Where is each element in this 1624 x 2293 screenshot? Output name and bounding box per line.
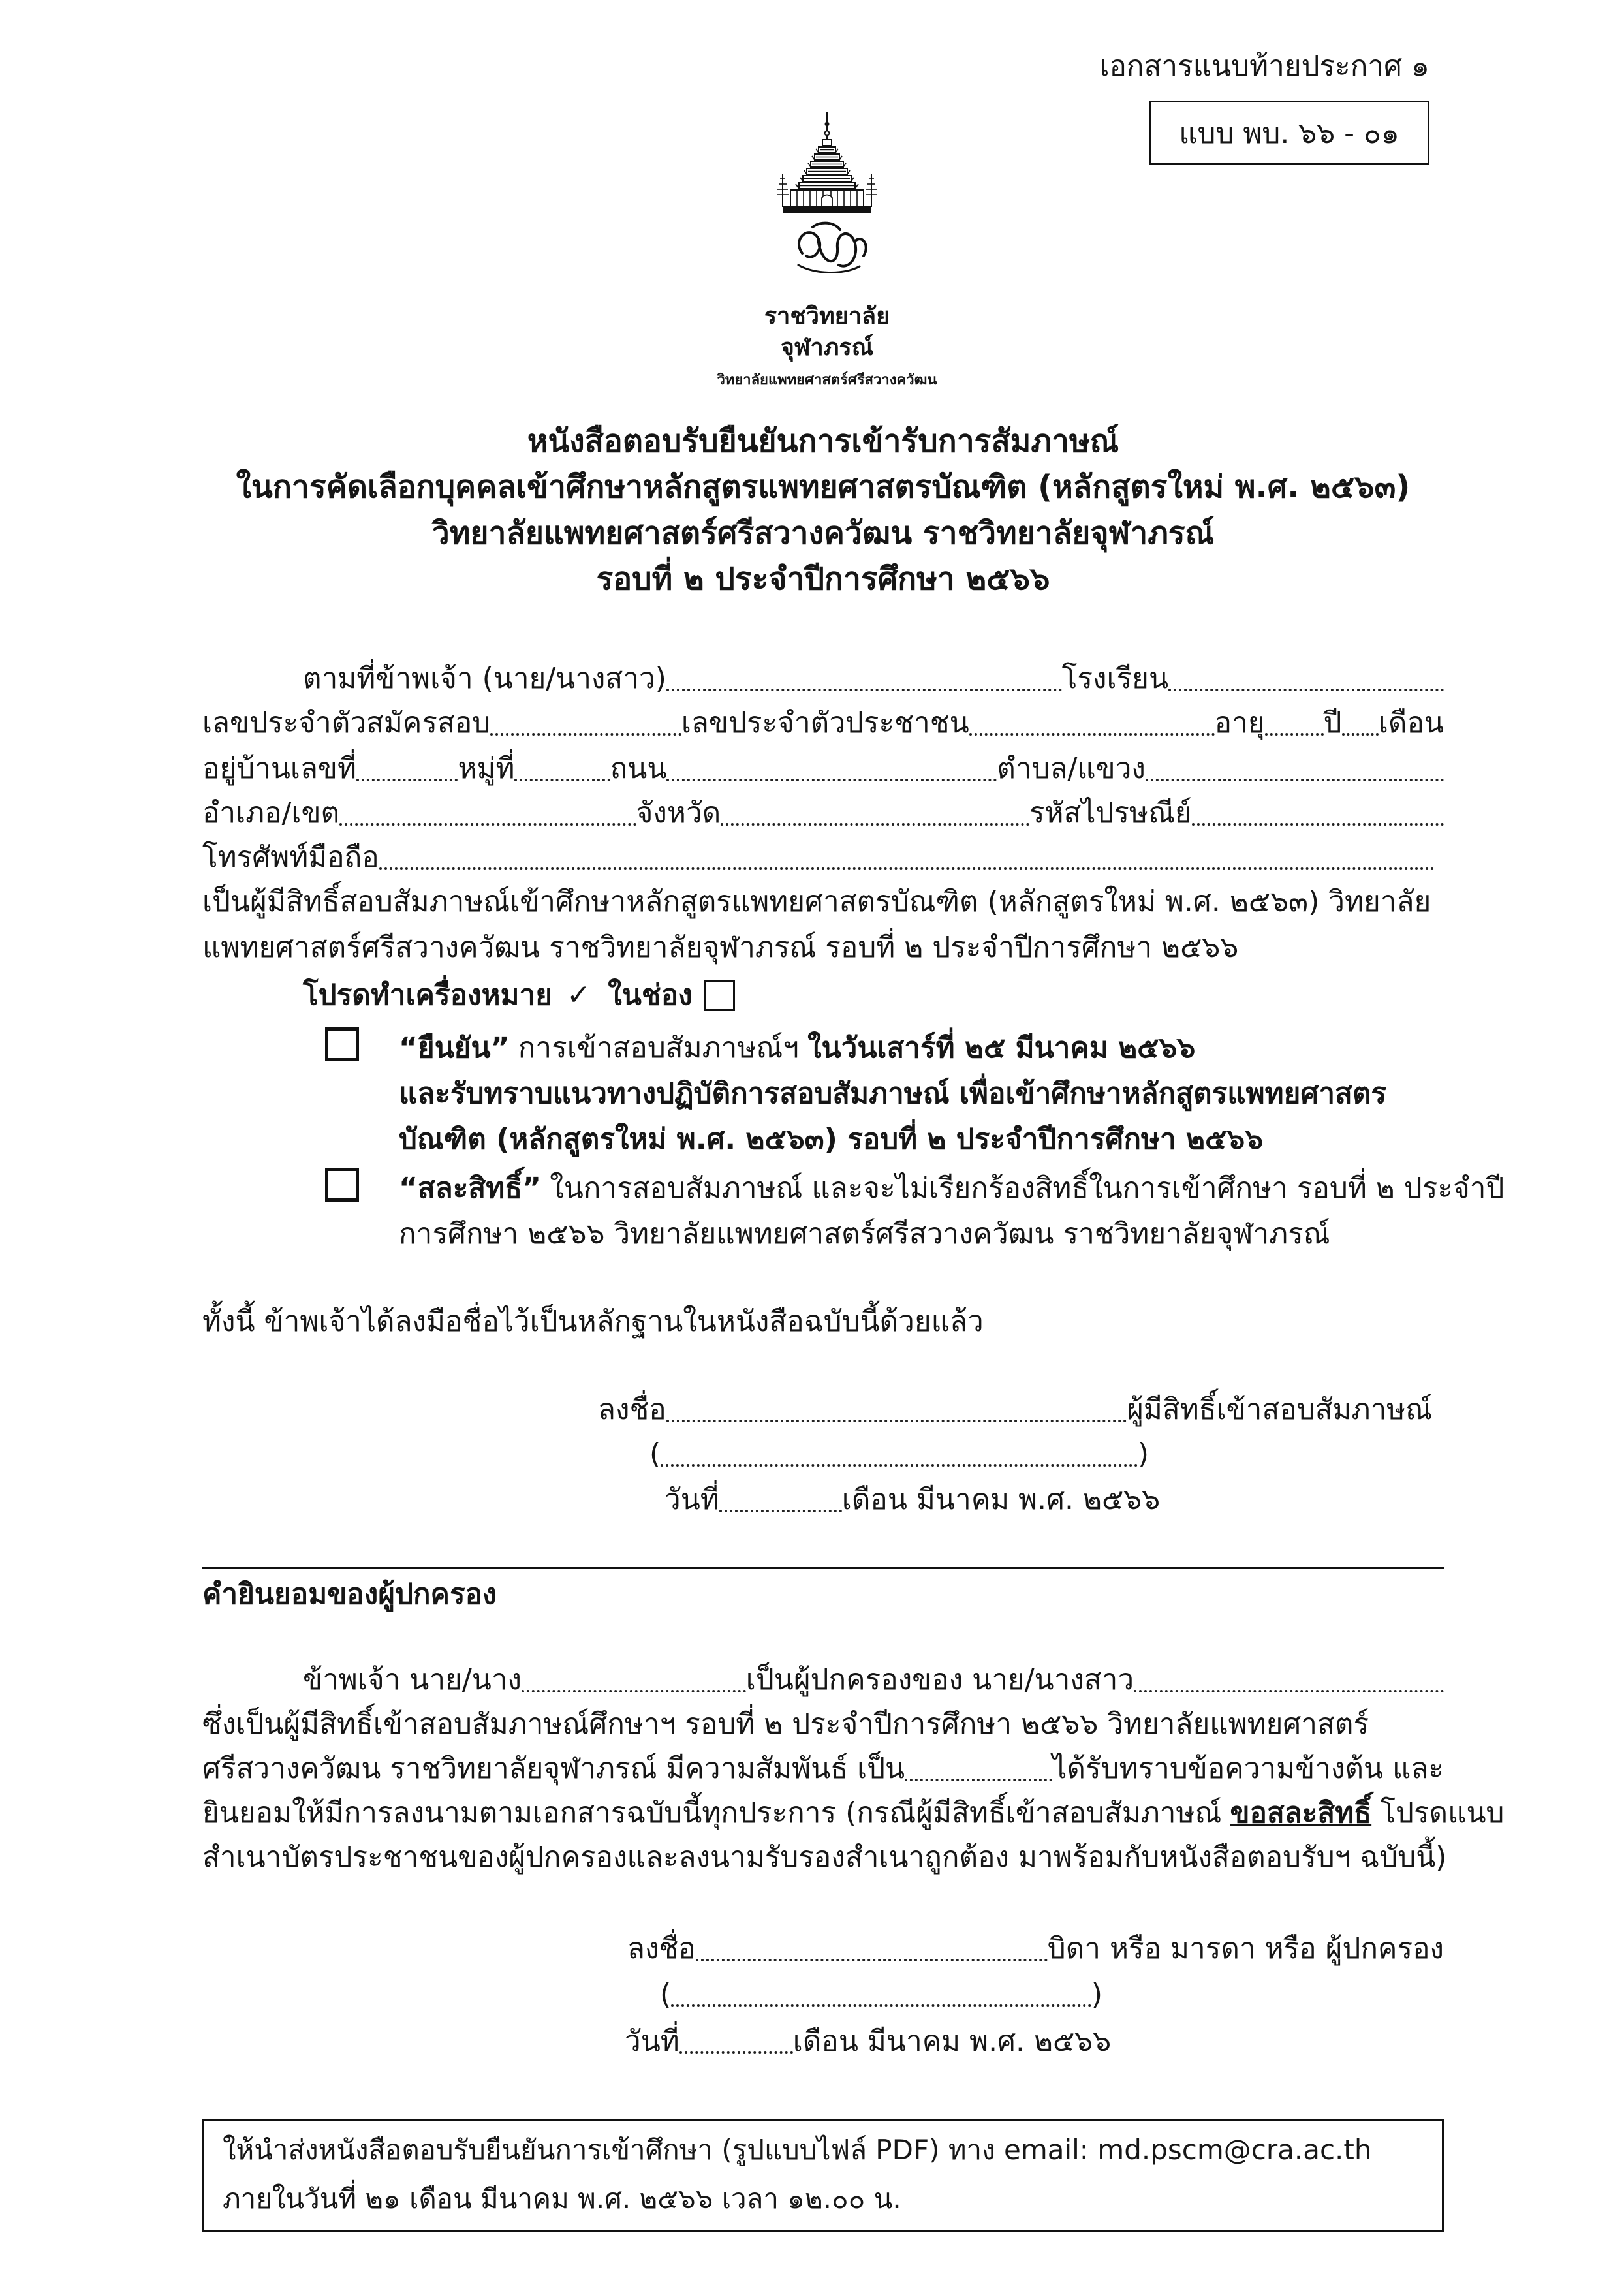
declaration-text: ทั้งนี้ ข้าพเจ้าได้ลงมือชื่อไว้เป็นหลักฐานในหนังสือฉบับนี้ด้วยแล้ว — [202, 1305, 984, 1338]
guardian-relationship-label: ศรีสวางควัฒน ราชวิทยาลัยจุฬาภรณ์ มีความสัมพันธ์ เป็น — [202, 1752, 905, 1785]
waive-checkbox[interactable] — [325, 1168, 359, 1202]
guardian-ward-label: เป็นผู้ปกครองของ นาย/นางสาว — [745, 1663, 1134, 1696]
guardian-line3 — [202, 1747, 1444, 1791]
waive-option-line1 — [399, 1166, 1505, 1211]
guardian-line5: สำเนาบัตรประชาชนของผู้ปกครองและลงนามรับรองสำเนาถูกต้อง มาพร้อมกับหนังสือตอบรับฯ ฉบับนี้) — [202, 1841, 1447, 1874]
guardian-ward-name-field[interactable] — [1134, 1690, 1444, 1692]
instruction-row — [303, 973, 1086, 1018]
document-title-line4: รอบที่ ๒ ประจำปีการศึกษา ๒๕๖๖ — [596, 561, 1050, 597]
guardian-name-field[interactable] — [522, 1690, 746, 1692]
confirm-option-text: การเข้าสอบสัมภาษณ์ฯ — [518, 1031, 799, 1065]
applicant-date-rest: เดือน มีนาคม พ.ศ. ๒๕๖๖ — [841, 1483, 1161, 1516]
guardian-open-paren: ( — [660, 1978, 672, 2011]
waive-option-line2: การศึกษา ๒๕๖๖ วิทยาลัยแพทยศาสตร์ศรีสวางควัฒน ราชวิทยาลัยจุฬาภรณ์ — [399, 1217, 1330, 1251]
road-label: ถนน — [610, 752, 667, 785]
confirm-option-line2: และรับทราบแนวทางปฏิบัติการสอบสัมภาษณ์ เพื่อเข้าศึกษาหลักสูตรแพทยศาสตร — [399, 1077, 1387, 1110]
applicant-sign-day-field[interactable] — [719, 1510, 842, 1512]
subdistrict-label: ตำบล/แขวง — [997, 752, 1146, 785]
logo-name-line2: จุฬาภรณ์ — [780, 334, 874, 361]
form-code: แบบ พบ. ๖๖ - ๐๑ — [1179, 116, 1399, 150]
moo-label: หมู่ที่ — [458, 752, 515, 785]
applicant-id-field[interactable] — [490, 733, 681, 736]
applicant-printed-name-field[interactable] — [661, 1464, 1138, 1467]
waive-keyword: “สละสิทธิ์” — [399, 1172, 542, 1205]
logo-name-line1: ราชวิทยาลัย — [764, 303, 890, 330]
guardian-sign-label: ลงชื่อ — [627, 1932, 696, 1965]
logo-subtitle: วิทยาลัยแพทยศาสตร์ศรีสวางควัฒน — [717, 372, 937, 388]
applicant-signature-row — [598, 1388, 1432, 1432]
document-title-line3: วิทยาลัยแพทยศาสตร์ศรีสวางควัฒน ราชวิทยาลัยจุฬาภรณ์ — [431, 515, 1215, 552]
submission-deadline-line: ภายในวันที่ ๒๑ เดือน มีนาคม พ.ศ. ๒๕๖๖ เวลา ๑๒.๐๐ น. — [223, 2183, 901, 2215]
district-field[interactable] — [339, 823, 636, 826]
form-code-box — [1149, 101, 1429, 165]
confirm-option-line1 — [399, 1026, 1444, 1070]
age-months-field[interactable] — [1342, 733, 1379, 736]
guardian-consent-heading: คำยินยอมของผู้ปกครอง — [202, 1578, 497, 1611]
guardian-relationship-field[interactable] — [905, 1779, 1052, 1781]
submission-notice-line1: ให้นำส่งหนังสือตอบรับยืนยันการเข้าศึกษา (รูปแบบไฟล์ PDF) ทาง email: md.pscm@cra.ac.th — [223, 2134, 1372, 2166]
applicant-sign-date-row — [664, 1478, 1317, 1522]
example-checkbox-icon — [704, 980, 735, 1011]
open-paren: ( — [649, 1437, 661, 1471]
confirm-checkbox[interactable] — [325, 1027, 359, 1061]
age-label: อายุ — [1214, 706, 1265, 740]
close-paren: ) — [1137, 1437, 1149, 1471]
attach-instruction-text: โปรดแนบ — [1380, 1796, 1505, 1830]
citizen-id-field[interactable] — [969, 733, 1215, 736]
confirm-keyword: “ยืนยัน” — [399, 1031, 510, 1065]
house-number-field[interactable] — [356, 779, 458, 781]
waive-emphasis-text: ขอสละสิทธิ์ — [1230, 1796, 1372, 1830]
applicant-signature-field[interactable] — [666, 1420, 1127, 1422]
mobile-phone-field[interactable] — [379, 867, 1435, 870]
guardian-line1 — [303, 1658, 1444, 1702]
guardian-signature-field[interactable] — [696, 1959, 1048, 1961]
road-field[interactable] — [666, 779, 997, 781]
submission-notice-box — [202, 2119, 1444, 2232]
guardian-printed-name-row — [660, 1973, 1102, 2017]
guardian-printed-name-field[interactable] — [671, 2004, 1091, 2007]
annex-label: เอกสารแนบท้ายประกาศ ๑ — [1099, 50, 1429, 83]
checkmark-icon: ✓ — [567, 978, 591, 1012]
guardian-line4 — [202, 1791, 1505, 1835]
age-months-unit: เดือน — [1378, 706, 1444, 740]
moo-field[interactable] — [514, 779, 610, 781]
instruction-text: โปรดทำเครื่องหมาย — [303, 978, 552, 1012]
interview-date-text: ในวันเสาร์ที่ ๒๕ มีนาคม ๒๕๖๖ — [807, 1031, 1196, 1065]
guardian-sign-role: บิดา หรือ มารดา หรือ ผู้ปกครอง — [1047, 1932, 1444, 1965]
province-label: จังหวัด — [636, 796, 721, 830]
applicant-date-label: วันที่ — [664, 1483, 719, 1516]
postcode-field[interactable] — [1192, 823, 1444, 826]
citizen-id-label: เลขประจำตัวประชาชน — [681, 706, 969, 740]
instruction-suffix: ในช่อง — [608, 978, 693, 1012]
eligibility-text-line1: เป็นผู้มีสิทธิ์สอบสัมภาษณ์เข้าศึกษาหลักสูตรแพทยศาสตรบัณฑิต (หลักสูตรใหม่ พ.ศ. ๒๕๖๓) วิทยาลัย — [202, 885, 1431, 918]
applicant-sign-role: ผู้มีสิทธิ์เข้าสอบสัมภาษณ์ — [1127, 1393, 1432, 1426]
guardian-name-label: ข้าพเจ้า นาย/นาง — [303, 1663, 522, 1696]
age-years-field[interactable] — [1265, 733, 1324, 736]
school-label: โรงเรียน — [1061, 662, 1169, 695]
address-row-2 — [202, 791, 1444, 835]
applicant-name-label: ตามที่ข้าพเจ้า (นาย/นางสาว) — [303, 662, 666, 695]
guardian-date-rest: เดือน มีนาคม พ.ศ. ๒๕๖๖ — [792, 2025, 1112, 2058]
district-label: อำเภอ/เขต — [202, 796, 340, 830]
applicant-name-field[interactable] — [666, 689, 1062, 691]
age-years-unit: ปี — [1323, 706, 1342, 740]
section-divider — [202, 1567, 1444, 1569]
confirm-option-line3: บัณฑิต (หลักสูตรใหม่ พ.ศ. ๒๕๖๓) รอบที่ ๒ ประจำปีการศึกษา ๒๕๖๖ — [399, 1123, 1264, 1156]
applicant-id-row — [202, 701, 1444, 745]
subdistrict-field[interactable] — [1146, 779, 1444, 781]
eligibility-text-line2: แพทยศาสตร์ศรีสวางควัฒน ราชวิทยาลัยจุฬาภรณ์ รอบที่ ๒ ประจำปีการศึกษา ๒๕๖๖ — [202, 931, 1239, 964]
guardian-consent-text: ยินยอมให้มีการลงนามตามเอกสารฉบับนี้ทุกประการ (กรณีผู้มีสิทธิ์เข้าสอบสัมภาษณ์ — [202, 1796, 1222, 1830]
document-title-line1: หนังสือตอบรับยืนยันการเข้ารับการสัมภาษณ์ — [527, 423, 1119, 460]
house-number-label: อยู่บ้านเลขที่ — [202, 752, 357, 785]
guardian-date-label: วันที่ — [625, 2025, 679, 2058]
guardian-sign-date-row — [625, 2020, 1277, 2064]
applicant-printed-name-row — [649, 1432, 1149, 1476]
school-field[interactable] — [1168, 689, 1444, 691]
applicant-sign-label: ลงชื่อ — [598, 1393, 666, 1426]
province-field[interactable] — [721, 823, 1029, 826]
applicant-id-label: เลขประจำตัวสมัครสอบ — [202, 706, 491, 740]
guardian-close-paren: ) — [1091, 1978, 1102, 2011]
waive-option-text: ในการสอบสัมภาษณ์ และจะไม่เรียกร้องสิทธิ์ในการเข้าศึกษา รอบที่ ๒ ประจำปี — [550, 1172, 1505, 1205]
guardian-signature-row — [627, 1927, 1444, 1971]
guardian-line2: ซึ่งเป็นผู้มีสิทธิ์เข้าสอบสัมภาษณ์ศึกษาฯ รอบที่ ๒ ประจำปีการศึกษา ๒๕๖๖ วิทยาลัยแพทยศาสตร์ — [202, 1708, 1369, 1741]
address-row-1 — [202, 747, 1444, 791]
guardian-sign-day-field[interactable] — [679, 2051, 793, 2054]
applicant-name-row — [303, 657, 1444, 701]
guardian-acknowledge-text: ได้รับทราบข้อความข้างต้น และ — [1052, 1752, 1444, 1785]
college-emblem-logo — [775, 111, 879, 294]
phone-row — [202, 835, 1435, 880]
postcode-label: รหัสไปรษณีย์ — [1029, 796, 1192, 830]
mobile-phone-label: โทรศัพท์มือถือ — [202, 841, 379, 874]
document-title-line2: ในการคัดเลือกบุคคลเข้าศึกษาหลักสูตรแพทยศาสตรบัณฑิต (หลักสูตรใหม่ พ.ศ. ๒๕๖๓) — [236, 469, 1411, 505]
